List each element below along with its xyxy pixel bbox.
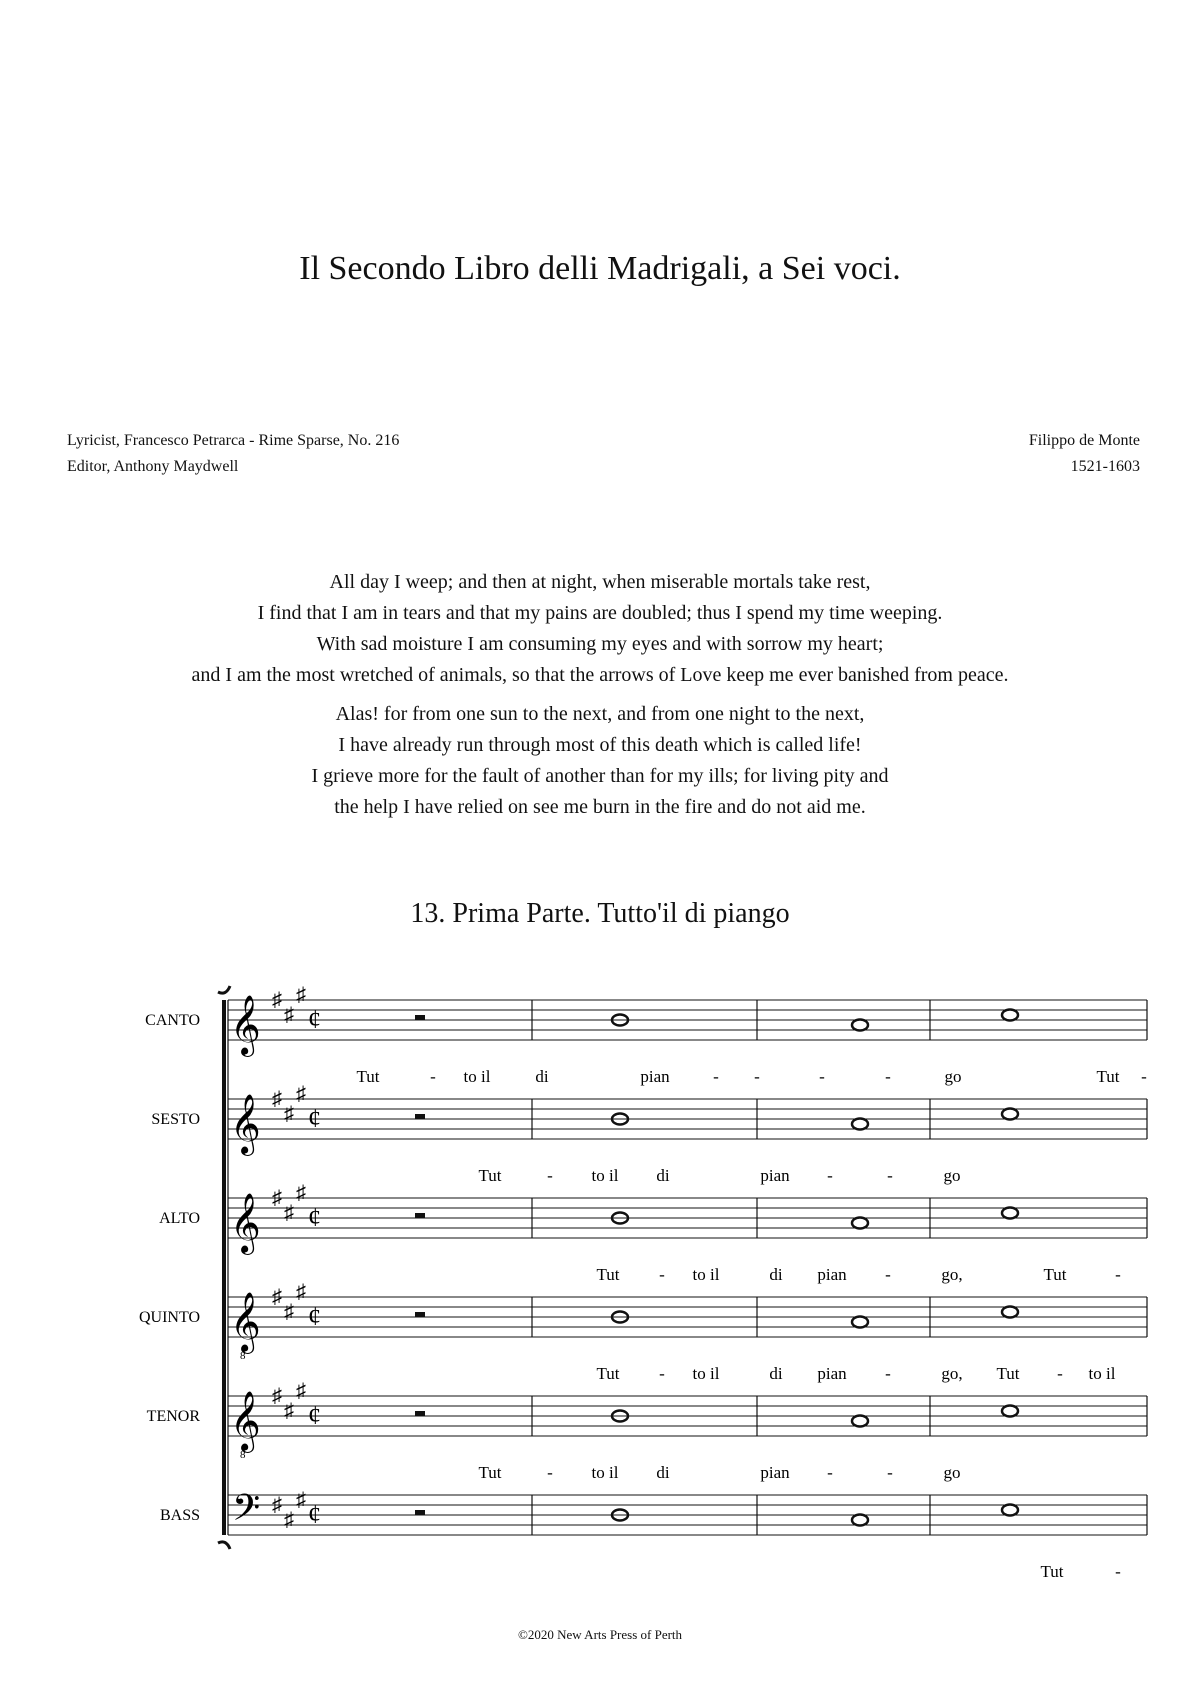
- half-rest: [415, 1015, 425, 1020]
- piece-title: 13. Prima Parte. Tutto'il di piango: [410, 898, 790, 929]
- staff-canto: [145, 984, 1147, 1086]
- lyric-syllable: -: [885, 1067, 891, 1086]
- sharp-sign: ♯: [284, 1400, 294, 1422]
- lyric-syllable: -: [547, 1166, 553, 1185]
- staff-name: BASS: [159, 1507, 200, 1524]
- whole-note: [852, 1218, 868, 1229]
- poem-line: the help I have relied on see me burn in the fire and do not aid me.: [334, 796, 866, 818]
- treble-clef: 𝄞: [230, 1096, 261, 1153]
- copyright-footer: ©2020 New Arts Press of Perth: [517, 1627, 683, 1642]
- system-bracket: [222, 1000, 226, 1535]
- sharp-sign: ♯: [284, 1004, 294, 1026]
- collection-title: Il Secondo Libro delli Madrigali, a Sei voci.: [299, 250, 901, 287]
- lyric-syllable: -: [885, 1364, 891, 1383]
- lyric-syllable: pian: [817, 1265, 847, 1284]
- lyric-syllable: to il: [463, 1067, 491, 1086]
- bracket-top-hook: [218, 986, 230, 993]
- treble-clef: 𝄞: [230, 997, 261, 1054]
- poem-line: and I am the most wretched of animals, so that the arrows of Love keep me ever banished from peace.: [191, 664, 1009, 686]
- lyric-syllable: -: [1115, 1562, 1121, 1581]
- lyric-syllable: -: [547, 1463, 553, 1482]
- lyric-syllable: di: [535, 1067, 549, 1086]
- cut-time-sign: ¢: [308, 1104, 321, 1133]
- bass-clef: 𝄢: [232, 1488, 261, 1537]
- sharp-sign: ♯: [284, 1509, 294, 1531]
- lyric-syllable: go,: [941, 1364, 963, 1383]
- octave-mark: 8: [240, 1449, 246, 1461]
- half-rest: [415, 1411, 425, 1416]
- lyric-syllable: go: [943, 1463, 961, 1482]
- whole-note: [1002, 1307, 1018, 1318]
- lyric-syllable: go: [943, 1166, 961, 1185]
- staff-sesto: [151, 1083, 1147, 1185]
- lyric-syllable: Tut: [356, 1067, 380, 1086]
- composer-dates: 1521-1603: [1070, 458, 1140, 475]
- cut-time-sign: ¢: [308, 1203, 321, 1232]
- lyric-syllable: -: [754, 1067, 760, 1086]
- staff-tenor: [147, 1380, 1147, 1482]
- whole-note: [1002, 1505, 1018, 1516]
- sharp-sign: ♯: [272, 1494, 282, 1516]
- whole-note: [1002, 1208, 1018, 1219]
- half-rest: [415, 1510, 425, 1515]
- lyric-syllable: go,: [941, 1265, 963, 1284]
- treble-clef: 𝄞: [230, 1393, 261, 1450]
- lyric-syllable: di: [769, 1364, 783, 1383]
- sharp-sign: ♯: [284, 1301, 294, 1323]
- cut-time-sign: ¢: [308, 1302, 321, 1331]
- lyric-syllable: Tut: [1043, 1265, 1067, 1284]
- lyric-syllable: Tut: [478, 1166, 502, 1185]
- sharp-sign: ♯: [296, 1182, 306, 1204]
- bracket-bottom-hook: [218, 1542, 230, 1549]
- lyric-syllable: -: [827, 1166, 833, 1185]
- sharp-sign: ♯: [296, 1380, 306, 1402]
- lyric-syllable: -: [887, 1166, 893, 1185]
- editor-credit: Editor, Anthony Maydwell: [67, 458, 239, 475]
- octave-mark: 8: [240, 1350, 246, 1362]
- whole-note: [852, 1317, 868, 1328]
- staff-name: CANTO: [145, 1012, 200, 1029]
- poem-line: With sad moisture I am consuming my eyes and with sorrow my heart;: [316, 633, 884, 655]
- sharp-sign: ♯: [272, 1286, 282, 1308]
- sharp-sign: ♯: [272, 989, 282, 1011]
- sharp-sign: ♯: [296, 1281, 306, 1303]
- lyric-syllable: Tut: [996, 1364, 1020, 1383]
- poem-line: I find that I am in tears and that my pains are doubled; thus I spend my time weeping.: [257, 602, 943, 624]
- half-rest: [415, 1114, 425, 1119]
- poem-line: Alas! for from one sun to the next, and from one night to the next,: [335, 703, 865, 725]
- composer-credit: Filippo de Monte: [1028, 432, 1140, 449]
- sharp-sign: ♯: [284, 1202, 294, 1224]
- lyric-syllable: -: [1115, 1265, 1121, 1284]
- lyric-syllable: to il: [692, 1265, 720, 1284]
- lyric-syllable: pian: [760, 1463, 790, 1482]
- lyric-syllable: -: [819, 1067, 825, 1086]
- lyric-syllable: di: [656, 1166, 670, 1185]
- staff-bass: [160, 1488, 1147, 1581]
- staff-name: TENOR: [146, 1408, 200, 1425]
- sharp-sign: ♯: [284, 1103, 294, 1125]
- whole-note: [852, 1515, 868, 1526]
- treble-clef: 𝄞: [230, 1195, 261, 1252]
- lyric-syllable: -: [659, 1364, 665, 1383]
- sharp-sign: ♯: [296, 1083, 306, 1105]
- sharp-sign: ♯: [272, 1187, 282, 1209]
- whole-note: [1002, 1109, 1018, 1120]
- whole-note: [852, 1119, 868, 1130]
- lyric-syllable: to il: [591, 1166, 619, 1185]
- poem-line: I grieve more for the fault of another than for my ills; for living pity and: [311, 765, 889, 787]
- staff-name: ALTO: [159, 1210, 200, 1227]
- staff-name: QUINTO: [138, 1309, 200, 1326]
- lyric-syllable: -: [887, 1463, 893, 1482]
- sharp-sign: ♯: [296, 984, 306, 1006]
- cut-time-sign: ¢: [308, 1005, 321, 1034]
- staff-alto: [159, 1182, 1147, 1284]
- sharp-sign: ♯: [272, 1385, 282, 1407]
- treble-clef: 𝄞: [230, 1294, 261, 1351]
- half-rest: [415, 1312, 425, 1317]
- sharp-sign: ♯: [296, 1489, 306, 1511]
- staff-name: SESTO: [151, 1111, 200, 1128]
- lyricist-credit: Lyricist, Francesco Petrarca - Rime Sparse, No. 216: [67, 432, 400, 449]
- poem-stanza-2: [0, 699, 1200, 823]
- cut-time-sign: ¢: [308, 1401, 321, 1430]
- sharp-sign: ♯: [272, 1088, 282, 1110]
- lyric-syllable: to il: [591, 1463, 619, 1482]
- lyric-syllable: Tut: [1040, 1562, 1064, 1581]
- lyric-syllable: go: [944, 1067, 962, 1086]
- lyric-syllable: Tut: [596, 1265, 620, 1284]
- lyric-syllable: -: [430, 1067, 436, 1086]
- lyric-syllable: -: [659, 1265, 665, 1284]
- poem-stanza-1: [0, 567, 1200, 691]
- lyric-syllable: di: [656, 1463, 670, 1482]
- lyric-syllable: Tut: [596, 1364, 620, 1383]
- whole-note: [852, 1020, 868, 1031]
- poem-line: All day I weep; and then at night, when miserable mortals take rest,: [329, 571, 871, 593]
- lyric-syllable: -: [713, 1067, 719, 1086]
- lyric-syllable: to il: [1088, 1364, 1116, 1383]
- lyric-syllable: Tut: [1096, 1067, 1120, 1086]
- lyric-syllable: Tut: [478, 1463, 502, 1482]
- cut-time-sign: ¢: [308, 1500, 321, 1529]
- half-rest: [415, 1213, 425, 1218]
- whole-note: [1002, 1010, 1018, 1021]
- whole-note: [1002, 1406, 1018, 1417]
- staff-quinto: [139, 1281, 1147, 1383]
- score-system: [0, 980, 1200, 1600]
- lyric-syllable: -: [827, 1463, 833, 1482]
- lyric-syllable: -: [885, 1265, 891, 1284]
- lyric-syllable: to il: [692, 1364, 720, 1383]
- lyric-syllable: -: [1141, 1067, 1147, 1086]
- lyric-syllable: di: [769, 1265, 783, 1284]
- lyric-syllable: pian: [760, 1166, 790, 1185]
- lyric-syllable: -: [1057, 1364, 1063, 1383]
- poem-translation: [0, 567, 1200, 831]
- lyric-syllable: pian: [817, 1364, 847, 1383]
- whole-note: [852, 1416, 868, 1427]
- poem-line: I have already run through most of this death which is called life!: [338, 734, 862, 756]
- lyric-syllable: pian: [640, 1067, 670, 1086]
